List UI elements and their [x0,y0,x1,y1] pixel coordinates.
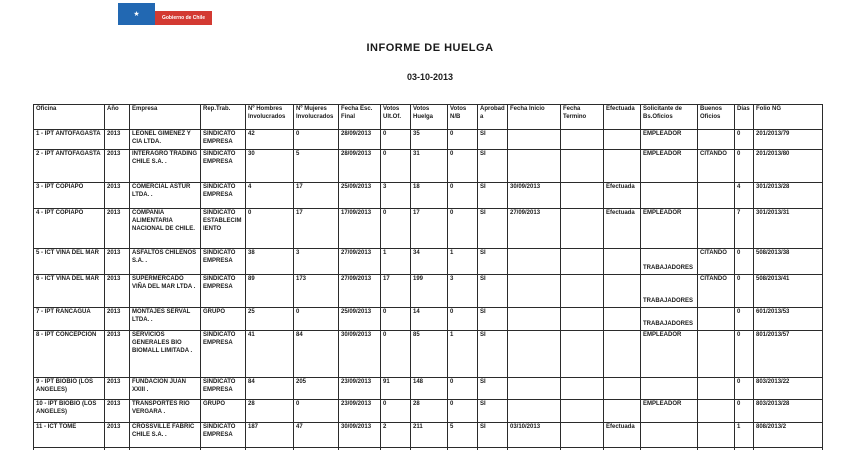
table-cell: SI [478,249,508,275]
table-cell: 3 - IPT COPIAPO [34,183,105,209]
table-cell: 0 [735,308,754,331]
table-cell: 801/2013/57 [754,331,823,378]
table-cell: COMERCIAL ASTUR LTDA. . [130,183,201,209]
table-cell: 508/2013/38 [754,249,823,275]
table-cell: 2 [381,423,411,448]
table-cell: 148 [411,378,448,400]
table-row [34,331,823,378]
table-cell: 0 [381,150,411,183]
table-cell [698,378,735,400]
table-cell: MONTAJES SERVAL LTDA. . [130,308,201,331]
table-cell: EMPLEADOR [641,130,698,150]
table-cell [561,423,604,448]
table-cell: 25 [246,308,294,331]
table-cell [508,331,561,378]
table-cell: INTERAGRO TRADING CHILE S.A. . [130,150,201,183]
table-cell: 201/2013/79 [754,130,823,150]
column-header: Votos N/B [448,105,478,130]
table-cell: 28 [411,400,448,423]
table-cell: 10 - IPT BIOBIO (LOS ANGELES) [34,400,105,423]
table-cell: 2013 [105,423,130,448]
table-cell: 508/2013/41 [754,275,823,308]
table-cell: SINDICATO EMPRESA [201,183,246,209]
column-header: Rep.Trab. [201,105,246,130]
table-cell: 85 [411,331,448,378]
table-cell: 31 [411,150,448,183]
table-cell: 2013 [105,130,130,150]
table-cell: SI [478,130,508,150]
table-cell: 27/09/2013 [339,249,381,275]
table-cell: 173 [294,275,339,308]
table-cell: SERVICIOS GENERALES BIO BIOMALL LIMITADA . [130,331,201,378]
table-cell [698,308,735,331]
column-header: Votos Ult.Of. [381,105,411,130]
table-cell: 0 [294,308,339,331]
table-cell [508,249,561,275]
column-header: Oficina [34,105,105,130]
table-cell: 2013 [105,378,130,400]
table-cell: 3 [294,249,339,275]
table-cell: 187 [246,423,294,448]
logo-flag-red [155,11,212,25]
column-header: Efectuada [604,105,641,130]
table-cell: 11 - ICT TOME [34,423,105,448]
table-cell: LEONEL GIMENEZ Y CIA LTDA. [130,130,201,150]
column-header: Buenos Oficios [698,105,735,130]
table-cell: 0 [735,150,754,183]
column-header: Nº Mujeres Involucrados [294,105,339,130]
huelga-table [33,104,823,450]
table-cell [561,378,604,400]
table-cell: 17 [411,209,448,249]
table-cell [641,423,698,448]
table-cell: 5 - ICT VIÑA DEL MAR [34,249,105,275]
table-cell: 808/2013/2 [754,423,823,448]
table-cell: 4 - IPT COPIAPO [34,209,105,249]
table-cell: 27/09/2013 [508,209,561,249]
column-header: Días [735,105,754,130]
table-cell: 17 [381,275,411,308]
table-cell: 2013 [105,400,130,423]
table-cell: 6 - ICT VIÑA DEL MAR [34,275,105,308]
column-header: Año [105,105,130,130]
table-cell: 2 - IPT ANTOFAGASTA [34,150,105,183]
table-cell: SI [478,183,508,209]
table-cell: SINDICATO EMPRESA [201,423,246,448]
table-cell: 0 [735,331,754,378]
table-cell: SINDICATO EMPRESA [201,130,246,150]
table-cell: SI [478,209,508,249]
table-cell: 0 [735,130,754,150]
table-cell: SINDICATO EMPRESA [201,378,246,400]
column-header: Votos Huelga [411,105,448,130]
table-body [34,130,823,450]
table-cell: 2013 [105,275,130,308]
table-cell: 0 [448,378,478,400]
table-cell: 201/2013/80 [754,150,823,183]
column-header: Nº Hombres Involucrados [246,105,294,130]
column-header: Fecha Inicio [508,105,561,130]
table-cell: 4 [246,183,294,209]
table-cell: 7 - IPT RANCAGUA [34,308,105,331]
table-cell: 23/09/2013 [339,378,381,400]
table-cell: 30/09/2013 [508,183,561,209]
table-cell: 1 [381,249,411,275]
table-cell: SI [478,308,508,331]
table-cell: 28/09/2013 [339,150,381,183]
table-cell [604,275,641,308]
column-header: Solicitante de Bs.Oficios [641,105,698,130]
table-cell: 8 - IPT CONCEPCION [34,331,105,378]
table-cell: 0 [381,308,411,331]
table-cell: 0 [381,209,411,249]
table-cell: 1 [448,331,478,378]
column-header: Folio NG [754,105,823,130]
report-date: 03-10-2013 [406,72,454,82]
table-cell: 18 [411,183,448,209]
table-cell [508,150,561,183]
table-cell: 0 [448,183,478,209]
table-cell: 30 [246,150,294,183]
table-row [34,400,823,423]
header-row [34,105,823,130]
table-cell: GRUPO [201,400,246,423]
table-cell [561,275,604,308]
table-cell: 9 - IPT BIOBIO (LOS ANGELES) [34,378,105,400]
table-cell [561,130,604,150]
table-cell: 0 [448,209,478,249]
table-cell: 199 [411,275,448,308]
table-cell: GRUPO [201,308,246,331]
table-cell: 1 [735,423,754,448]
table-cell [698,400,735,423]
table-cell [508,378,561,400]
table-cell: 601/2013/53 [754,308,823,331]
table-cell: 301/2013/28 [754,183,823,209]
table-cell: SI [478,423,508,448]
table-cell: CROSSVILLE FABRIC CHILE S.A. . [130,423,201,448]
table-cell [698,183,735,209]
table-cell: 1 [448,249,478,275]
table-cell: EMPLEADOR [641,400,698,423]
table-cell: 5 [294,150,339,183]
table-cell: 0 [448,400,478,423]
table-cell: 38 [246,249,294,275]
table-cell: 0 [294,400,339,423]
column-header: Fecha Termino [561,105,604,130]
table-row [34,308,823,331]
table-cell: SINDICATO EMPRESA [201,150,246,183]
column-header: Aprobada [478,105,508,130]
table-cell: SINDICATO EMPRESA [201,331,246,378]
table-cell: SI [478,400,508,423]
table-cell [604,308,641,331]
table-cell: 0 [246,209,294,249]
table-cell: 03/10/2013 [508,423,561,448]
table-cell: 28 [246,400,294,423]
table-cell: 2013 [105,183,130,209]
table-cell: 17/09/2013 [339,209,381,249]
table-cell: 91 [381,378,411,400]
table-cell: SUPERMERCADO VIÑA DEL MAR LTDA . [130,275,201,308]
table-cell: 25/09/2013 [339,308,381,331]
table-cell: 0 [735,400,754,423]
table-cell: SINDICATO EMPRESA [201,275,246,308]
table-cell [561,209,604,249]
table-cell: 30/09/2013 [339,423,381,448]
table-cell: 41 [246,331,294,378]
table-cell: 803/2013/22 [754,378,823,400]
table-row [34,275,823,308]
table-cell [698,130,735,150]
table-cell: 84 [246,378,294,400]
table-cell: TRABAJADORES [641,275,698,308]
table-cell: 803/2013/28 [754,400,823,423]
table-cell: 89 [246,275,294,308]
table-row [34,249,823,275]
table-cell: 34 [411,249,448,275]
table-cell: 0 [448,150,478,183]
logo-text: Gobierno de Chile [161,15,206,21]
table-cell: 2013 [105,209,130,249]
table-cell: 211 [411,423,448,448]
table-cell: TRANSPORTES RIO VERGARA . [130,400,201,423]
table-row [34,209,823,249]
table-cell: 0 [381,130,411,150]
table-cell: 0 [735,249,754,275]
column-header: Fecha Esc. Final [339,105,381,130]
table-cell [698,331,735,378]
table-cell: 4 [735,183,754,209]
table-cell: ASFALTOS CHILENOS S.A. . [130,249,201,275]
table-cell: 35 [411,130,448,150]
table-cell [561,308,604,331]
table-cell: 42 [246,130,294,150]
table-cell: CITANDO [698,275,735,308]
table-cell [604,378,641,400]
table-cell: 28/09/2013 [339,130,381,150]
table-cell: 301/2013/31 [754,209,823,249]
table-cell [508,400,561,423]
table-cell: 2013 [105,331,130,378]
table-cell: FUNDACION JUAN XXIII . [130,378,201,400]
table-cell: 0 [448,130,478,150]
table-cell: 2013 [105,150,130,183]
table-cell: CITANDO [698,249,735,275]
table-cell [561,331,604,378]
table-cell: 17 [294,183,339,209]
table-cell [604,150,641,183]
table-cell [508,308,561,331]
table-cell [698,209,735,249]
table-cell: TRABAJADORES [641,308,698,331]
table-cell: 3 [448,275,478,308]
table-row [34,423,823,448]
table-cell [641,378,698,400]
column-header: Empresa [130,105,201,130]
table-cell: 0 [294,130,339,150]
logo-flag-blue [118,3,155,25]
gobierno-de-chile-logo [118,3,212,25]
table-cell: 25/09/2013 [339,183,381,209]
table-cell: EMPLEADOR [641,331,698,378]
table-cell [561,150,604,183]
table-cell: 30/09/2013 [339,331,381,378]
table-cell: 0 [735,378,754,400]
table-cell: Efectuada [604,423,641,448]
table-row [34,378,823,400]
table-row [34,130,823,150]
table-cell: TRABAJADORES [641,249,698,275]
table-cell: Efectuada [604,183,641,209]
table-cell: 205 [294,378,339,400]
table-cell: SI [478,331,508,378]
table-cell [508,130,561,150]
table-cell [604,331,641,378]
table-cell [561,183,604,209]
table-cell: Efectuada [604,209,641,249]
table-cell: SINDICATO EMPRESA [201,249,246,275]
table-cell: 0 [448,308,478,331]
table-cell [604,130,641,150]
table-cell: SI [478,378,508,400]
table-cell: 47 [294,423,339,448]
table-cell: 1 - IPT ANTOFAGASTA [34,130,105,150]
table-cell [561,249,604,275]
table-cell [508,275,561,308]
table-cell: 5 [448,423,478,448]
table-cell: 84 [294,331,339,378]
star-icon: ★ [133,10,140,18]
table-cell: 2013 [105,308,130,331]
table-cell [561,400,604,423]
table-cell: 3 [381,183,411,209]
table-cell: SINDICATO ESTABLECIMIENTO [201,209,246,249]
table-cell: SI [478,275,508,308]
table-cell: CITANDO [698,150,735,183]
table-cell: 27/09/2013 [339,275,381,308]
table-cell: 0 [735,275,754,308]
table-cell [604,400,641,423]
table-cell: 2013 [105,249,130,275]
table-cell: 0 [381,331,411,378]
table-cell: 7 [735,209,754,249]
table-cell: 14 [411,308,448,331]
table-row [34,183,823,209]
report-title: INFORME DE HUELGA [366,42,494,54]
table-row [34,150,823,183]
table-cell [604,249,641,275]
table-cell: 0 [381,400,411,423]
table-cell [641,183,698,209]
table-cell [698,423,735,448]
table-cell: 17 [294,209,339,249]
table-cell: SI [478,150,508,183]
table-cell: 23/09/2013 [339,400,381,423]
table-cell: EMPLEADOR [641,150,698,183]
table-cell: EMPLEADOR [641,209,698,249]
table-cell: COMPAÑIA ALIMENTARIA NACIONAL DE CHILE. [130,209,201,249]
